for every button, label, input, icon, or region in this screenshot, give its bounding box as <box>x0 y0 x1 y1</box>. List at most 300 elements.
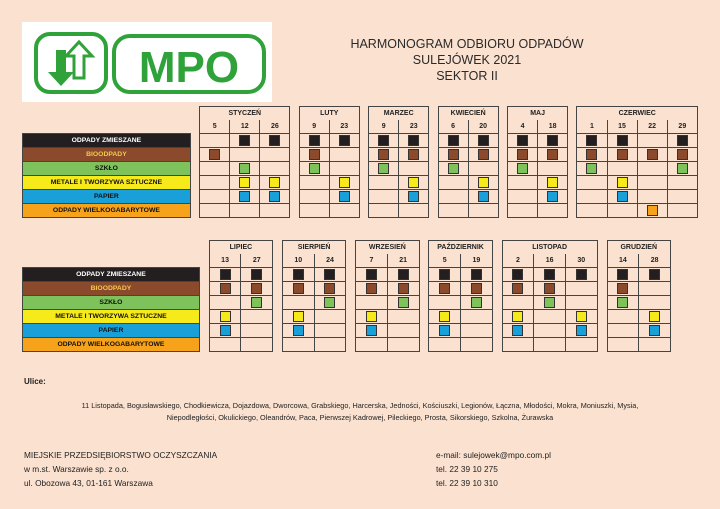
schedule-cell <box>607 148 637 162</box>
schedule-cell <box>461 282 493 296</box>
metale-pickup-marker <box>478 177 489 188</box>
schedule-cell <box>299 134 329 148</box>
contact-phone-1: tel. 22 39 10 275 <box>436 464 498 474</box>
schedule-cell <box>356 310 388 324</box>
zmieszane-pickup-marker <box>478 135 489 146</box>
category-label: BIOODPADY <box>23 148 191 162</box>
bio-pickup-marker <box>251 283 262 294</box>
month-header: MAJ <box>508 107 568 121</box>
bio-pickup-marker <box>677 149 688 160</box>
schedule-cell <box>534 296 566 310</box>
papier-pickup-marker <box>408 191 419 202</box>
schedule-cell <box>241 282 273 296</box>
schedule-cell <box>282 268 314 282</box>
schedule-cell <box>200 176 230 190</box>
szklo-pickup-marker <box>309 163 320 174</box>
schedule-cell <box>637 162 667 176</box>
schedule-cell <box>282 324 314 338</box>
schedule-table-1 <box>22 106 698 218</box>
schedule-cell <box>387 268 419 282</box>
bio-pickup-marker <box>547 149 558 160</box>
contact-email: e-mail: sulejowek@mpo.com.pl <box>436 450 551 460</box>
schedule-cell <box>329 176 359 190</box>
zmieszane-pickup-marker <box>439 269 450 280</box>
schedule-cell <box>209 324 241 338</box>
schedule-cell <box>461 296 493 310</box>
schedule-cell <box>429 338 461 352</box>
day-header: 20 <box>468 120 498 134</box>
schedule-cell <box>241 296 273 310</box>
schedule-cell <box>399 204 429 218</box>
papier-pickup-marker <box>439 325 450 336</box>
schedule-cell <box>282 338 314 352</box>
streets-line-1: 11 Listopada, Bogusławskiego, Chodkiewicza, Dojazdowa, Dworcowa, Grabskiego, Harcerska, Jedności, Kościuszki, Legionów, Łączna, Młodości, Mokra, Moniuszki, Mysia, <box>81 401 639 410</box>
schedule-cell <box>329 134 359 148</box>
schedule-cell <box>356 282 388 296</box>
schedule-cell <box>577 134 607 148</box>
schedule-cell <box>637 204 667 218</box>
row-metale <box>23 310 671 324</box>
papier-pickup-marker <box>512 325 523 336</box>
schedule-cell <box>508 162 538 176</box>
schedule-cell <box>314 296 346 310</box>
bio-pickup-marker <box>647 149 658 160</box>
schedule-cell <box>667 148 697 162</box>
schedule-cell <box>565 282 597 296</box>
schedule-cell <box>260 162 290 176</box>
category-label: METALE I TWORZYWA SZTUCZNE <box>23 176 191 190</box>
wielko-pickup-marker <box>647 205 658 216</box>
schedule-cell <box>461 324 493 338</box>
papier-pickup-marker <box>269 191 280 202</box>
schedule-cell <box>667 204 697 218</box>
schedule-cell <box>329 204 359 218</box>
category-label: SZKŁO <box>23 296 200 310</box>
schedule-cell <box>260 134 290 148</box>
schedule-cell <box>502 268 534 282</box>
schedule-cell <box>230 176 260 190</box>
category-label: BIOODPADY <box>23 282 200 296</box>
schedule-cell <box>314 338 346 352</box>
day-header: 27 <box>241 254 273 268</box>
schedule-cell <box>356 296 388 310</box>
schedule-cell <box>299 148 329 162</box>
schedule-cell <box>667 134 697 148</box>
metale-pickup-marker <box>366 311 377 322</box>
zmieszane-pickup-marker <box>324 269 335 280</box>
schedule-cell <box>637 148 667 162</box>
schedule-cell <box>468 134 498 148</box>
schedule-cell <box>429 310 461 324</box>
schedule-cell <box>565 296 597 310</box>
month-header: CZERWIEC <box>577 107 698 121</box>
schedule-cell <box>637 190 667 204</box>
bio-pickup-marker <box>398 283 409 294</box>
schedule-cell <box>577 162 607 176</box>
zmieszane-pickup-marker <box>220 269 231 280</box>
schedule-cell <box>299 190 329 204</box>
category-label: PAPIER <box>23 324 200 338</box>
row-bio <box>23 282 671 296</box>
schedule-cell <box>607 310 639 324</box>
schedule-cell <box>209 268 241 282</box>
schedule-cell <box>538 148 568 162</box>
szklo-pickup-marker <box>617 297 628 308</box>
bio-pickup-marker <box>378 149 389 160</box>
row-szklo <box>23 296 671 310</box>
schedule-cell <box>538 190 568 204</box>
schedule-cell <box>241 324 273 338</box>
schedule-cell <box>230 190 260 204</box>
szklo-pickup-marker <box>378 163 389 174</box>
schedule-cell <box>534 338 566 352</box>
bio-pickup-marker <box>439 283 450 294</box>
day-header: 7 <box>356 254 388 268</box>
schedule-cell <box>534 268 566 282</box>
zmieszane-pickup-marker <box>512 269 523 280</box>
schedule-cell <box>607 296 639 310</box>
month-header: LUTY <box>299 107 359 121</box>
day-header: 13 <box>209 254 241 268</box>
category-label: ODPADY ZMIESZANE <box>23 134 191 148</box>
schedule-cell <box>387 296 419 310</box>
zmieszane-pickup-marker <box>677 135 688 146</box>
zmieszane-pickup-marker <box>293 269 304 280</box>
metale-pickup-marker <box>339 177 350 188</box>
schedule-cell <box>241 268 273 282</box>
category-label: ODPADY WIELKOGABARYTOWE <box>23 338 200 352</box>
zmieszane-pickup-marker <box>471 269 482 280</box>
month-header: SIERPIEŃ <box>282 241 345 255</box>
day-header: 21 <box>387 254 419 268</box>
papier-pickup-marker <box>239 191 250 202</box>
zmieszane-pickup-marker <box>251 269 262 280</box>
schedule-cell <box>502 282 534 296</box>
logo-text: MPO <box>138 43 240 92</box>
schedule-cell <box>468 190 498 204</box>
schedule-cell <box>369 204 399 218</box>
zmieszane-pickup-marker <box>366 269 377 280</box>
row-wielko <box>23 204 698 218</box>
zmieszane-pickup-marker <box>339 135 350 146</box>
schedule-cell <box>230 162 260 176</box>
schedule-cell <box>282 282 314 296</box>
day-header: 30 <box>565 254 597 268</box>
zmieszane-pickup-marker <box>617 135 628 146</box>
month-header: PAŹDZIERNIK <box>429 241 492 255</box>
szklo-pickup-marker <box>517 163 528 174</box>
schedule-cell <box>230 148 260 162</box>
schedule-cell <box>200 190 230 204</box>
schedule-cell <box>399 134 429 148</box>
schedule-cell <box>607 134 637 148</box>
schedule-cell <box>607 204 637 218</box>
zmieszane-pickup-marker <box>649 269 660 280</box>
day-header: 12 <box>230 120 260 134</box>
schedule-cell <box>241 338 273 352</box>
bio-pickup-marker <box>586 149 597 160</box>
schedule-cell <box>399 190 429 204</box>
schedule-cell <box>369 134 399 148</box>
category-label: METALE I TWORZYWA SZTUCZNE <box>23 310 200 324</box>
schedule-cell <box>230 134 260 148</box>
contact-phone-2: tel. 22 39 10 310 <box>436 478 498 488</box>
row-wielko <box>23 338 671 352</box>
row-bio <box>23 148 698 162</box>
day-header: 18 <box>538 120 568 134</box>
bio-pickup-marker <box>309 149 320 160</box>
day-header: 24 <box>314 254 346 268</box>
schedule-cell <box>387 338 419 352</box>
bio-pickup-marker <box>617 283 628 294</box>
zmieszane-pickup-marker <box>517 135 528 146</box>
szklo-pickup-marker <box>251 297 262 308</box>
schedule-cell <box>209 282 241 296</box>
schedule-cell <box>639 310 671 324</box>
schedule-cell <box>429 282 461 296</box>
schedule-cell <box>329 162 359 176</box>
schedule-cell <box>299 204 329 218</box>
company-name-2: w m.st. Warszawie sp. z o.o. <box>24 464 129 474</box>
schedule-cell <box>639 296 671 310</box>
schedule-cell <box>399 148 429 162</box>
zmieszane-pickup-marker <box>544 269 555 280</box>
category-label: ODPADY WIELKOGABARYTOWE <box>23 204 191 218</box>
day-header: 5 <box>429 254 461 268</box>
month-header: MARZEC <box>369 107 429 121</box>
schedule-cell <box>508 190 538 204</box>
metale-pickup-marker <box>617 177 628 188</box>
day-header: 9 <box>369 120 399 134</box>
schedule-cell <box>209 338 241 352</box>
contact-info <box>436 448 551 490</box>
row-metale <box>23 176 698 190</box>
metale-pickup-marker <box>269 177 280 188</box>
day-header: 9 <box>299 120 329 134</box>
schedule-cell <box>667 176 697 190</box>
row-zmieszane <box>23 134 698 148</box>
schedule-cell <box>637 134 667 148</box>
header-blank <box>23 241 200 255</box>
papier-pickup-marker <box>366 325 377 336</box>
bio-pickup-marker <box>209 149 220 160</box>
schedule-cell <box>200 162 230 176</box>
day-header: 23 <box>329 120 359 134</box>
month-header: KWIECIEŃ <box>438 107 498 121</box>
company-address: ul. Obozowa 43, 01-161 Warszawa <box>24 478 153 488</box>
schedule-cell <box>200 148 230 162</box>
schedule-cell <box>607 176 637 190</box>
bio-pickup-marker <box>408 149 419 160</box>
papier-pickup-marker <box>220 325 231 336</box>
schedule-cell <box>508 134 538 148</box>
schedule-cell <box>538 134 568 148</box>
schedule-cell <box>502 324 534 338</box>
schedule-cell <box>429 324 461 338</box>
metale-pickup-marker <box>239 177 250 188</box>
schedule-cell <box>429 268 461 282</box>
title-line-1: HARMONOGRAM ODBIORU ODPADÓW <box>350 37 584 51</box>
schedule-cell <box>577 176 607 190</box>
schedule-cell <box>468 176 498 190</box>
schedule-cell <box>508 148 538 162</box>
category-label: SZKŁO <box>23 162 191 176</box>
metale-pickup-marker <box>512 311 523 322</box>
schedule-cell <box>637 176 667 190</box>
schedule-cell <box>508 204 538 218</box>
day-header: 15 <box>607 120 637 134</box>
schedule-cell <box>577 204 607 218</box>
schedule-cell <box>299 162 329 176</box>
header-blank <box>23 254 200 268</box>
schedule-cell <box>577 148 607 162</box>
zmieszane-pickup-marker <box>309 135 320 146</box>
month-header: LISTOPAD <box>502 241 597 255</box>
bio-pickup-marker <box>220 283 231 294</box>
schedule-cell <box>639 282 671 296</box>
schedule-cell <box>369 176 399 190</box>
schedule-cell <box>438 190 468 204</box>
papier-pickup-marker <box>293 325 304 336</box>
bio-pickup-marker <box>471 283 482 294</box>
schedule-cell <box>369 148 399 162</box>
schedule-cell <box>502 338 534 352</box>
szklo-pickup-marker <box>398 297 409 308</box>
szklo-pickup-marker <box>586 163 597 174</box>
papier-pickup-marker <box>547 191 558 202</box>
streets-line-2: Niepodległości, Okulickiego, Oleandrów, Paca, Pierwszej Kadrowej, Pileckiego, Prosta, Sikorskiego, Szkolna, Żurawska <box>166 413 554 422</box>
bio-pickup-marker <box>293 283 304 294</box>
page-title <box>340 36 594 84</box>
bio-pickup-marker <box>512 283 523 294</box>
company-name: MIEJSKIE PRZEDSIĘBIORSTWO OCZYSZCZANIA <box>24 450 218 460</box>
zmieszane-pickup-marker <box>398 269 409 280</box>
schedule-cell <box>299 176 329 190</box>
row-papier <box>23 190 698 204</box>
zmieszane-pickup-marker <box>586 135 597 146</box>
szklo-pickup-marker <box>239 163 250 174</box>
bio-pickup-marker <box>617 149 628 160</box>
schedule-cell <box>508 176 538 190</box>
bio-pickup-marker <box>366 283 377 294</box>
schedule-cell <box>329 148 359 162</box>
day-header: 16 <box>534 254 566 268</box>
bio-pickup-marker <box>517 149 528 160</box>
schedule-table-2 <box>22 240 671 352</box>
zmieszane-pickup-marker <box>547 135 558 146</box>
header-blank <box>23 120 191 134</box>
schedule-cell <box>356 338 388 352</box>
schedule-cell <box>461 268 493 282</box>
schedule-cell <box>200 134 230 148</box>
schedule-cell <box>399 162 429 176</box>
day-header: 5 <box>200 120 230 134</box>
schedule-cell <box>260 176 290 190</box>
day-header: 26 <box>260 120 290 134</box>
schedule-cell <box>607 282 639 296</box>
schedule-cell <box>387 324 419 338</box>
schedule-cell <box>502 310 534 324</box>
schedule-cell <box>607 162 637 176</box>
schedule-cell <box>209 310 241 324</box>
schedule-cell <box>230 204 260 218</box>
papier-pickup-marker <box>617 191 628 202</box>
streets-heading: Ulice: <box>24 377 46 386</box>
day-header: 28 <box>639 254 671 268</box>
schedule-cell <box>565 338 597 352</box>
schedule-cell <box>356 268 388 282</box>
zmieszane-pickup-marker <box>576 269 587 280</box>
month-header: STYCZEŃ <box>200 107 290 121</box>
zmieszane-pickup-marker <box>269 135 280 146</box>
schedule-cell <box>369 162 399 176</box>
zmieszane-pickup-marker <box>617 269 628 280</box>
papier-pickup-marker <box>339 191 350 202</box>
schedule-cell <box>538 162 568 176</box>
schedule-cell <box>314 324 346 338</box>
schedule-cell <box>534 282 566 296</box>
schedule-cell <box>639 324 671 338</box>
schedule-cell <box>438 134 468 148</box>
day-header: 22 <box>637 120 667 134</box>
schedule-cell <box>667 162 697 176</box>
category-label: ODPADY ZMIESZANE <box>23 268 200 282</box>
schedule-cell <box>429 296 461 310</box>
schedule-cell <box>565 268 597 282</box>
schedule-cell <box>538 204 568 218</box>
schedule-cell <box>534 324 566 338</box>
szklo-pickup-marker <box>677 163 688 174</box>
szklo-pickup-marker <box>448 163 459 174</box>
papier-pickup-marker <box>478 191 489 202</box>
schedule-cell <box>438 162 468 176</box>
schedule-cell <box>260 148 290 162</box>
day-header: 23 <box>399 120 429 134</box>
zmieszane-pickup-marker <box>239 135 250 146</box>
schedule-cell <box>565 324 597 338</box>
papier-pickup-marker <box>576 325 587 336</box>
schedule-cell <box>468 204 498 218</box>
szklo-pickup-marker <box>471 297 482 308</box>
schedule-cell <box>461 338 493 352</box>
day-header: 2 <box>502 254 534 268</box>
schedule-cell <box>534 310 566 324</box>
day-header: 1 <box>577 120 607 134</box>
schedule-cell <box>282 296 314 310</box>
schedule-cell <box>538 176 568 190</box>
row-szklo <box>23 162 698 176</box>
mpo-logo <box>22 22 272 102</box>
schedule-cell <box>639 338 671 352</box>
metale-pickup-marker <box>220 311 231 322</box>
schedule-cell <box>282 310 314 324</box>
schedule-cell <box>356 324 388 338</box>
schedule-cell <box>438 204 468 218</box>
metale-pickup-marker <box>547 177 558 188</box>
schedule-cell <box>200 204 230 218</box>
metale-pickup-marker <box>408 177 419 188</box>
schedule-cell <box>387 282 419 296</box>
papier-pickup-marker <box>649 325 660 336</box>
day-header: 10 <box>282 254 314 268</box>
schedule-cell <box>314 282 346 296</box>
month-header: LIPIEC <box>209 241 272 255</box>
day-header: 14 <box>607 254 639 268</box>
company-info <box>24 448 217 490</box>
month-header: GRUDZIEŃ <box>607 241 671 255</box>
schedule-cell <box>387 310 419 324</box>
schedule-cell <box>399 176 429 190</box>
